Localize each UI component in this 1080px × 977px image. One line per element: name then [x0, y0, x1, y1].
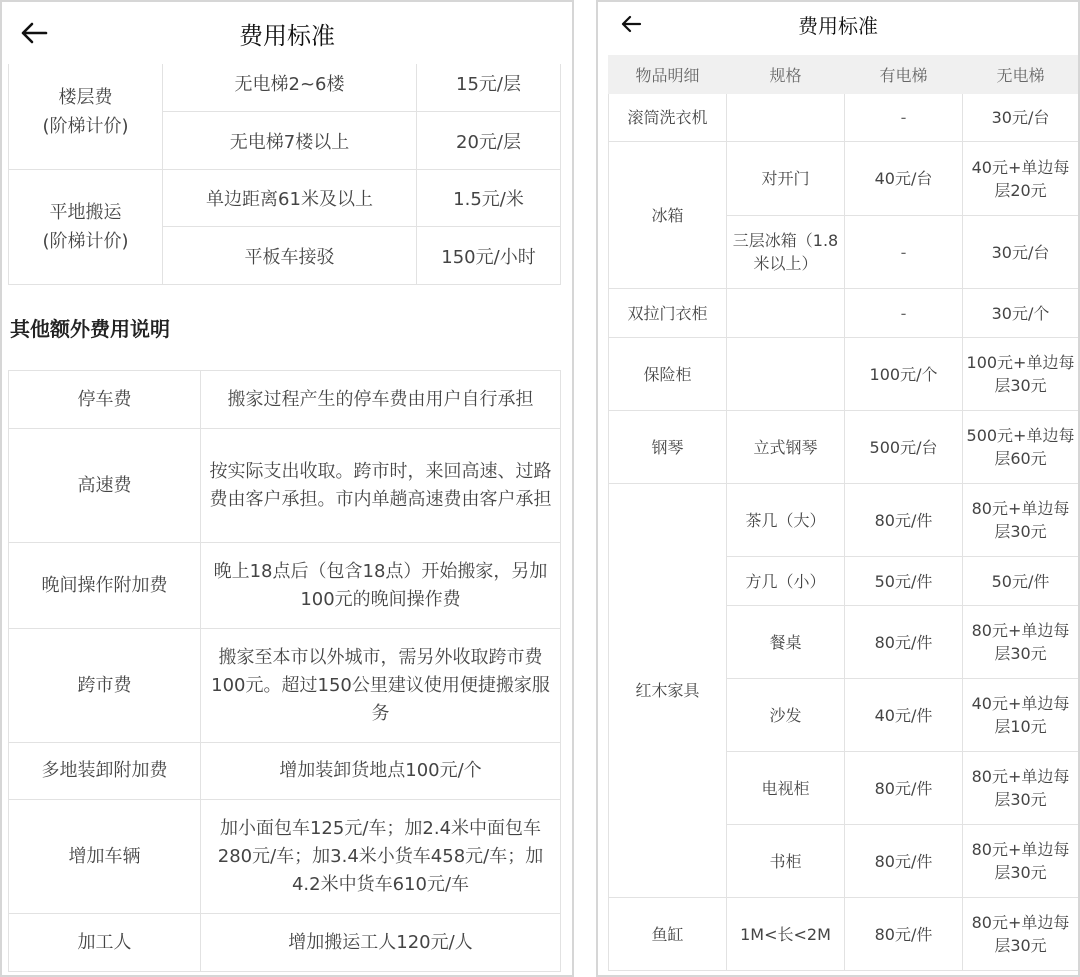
item-name: 滚筒洗衣机	[609, 94, 727, 142]
fee-price: 15元/层	[417, 55, 561, 112]
table-row	[609, 289, 1079, 338]
table-row	[609, 898, 1079, 971]
price-without-elevator: 30元/个	[963, 289, 1079, 338]
fee-price: 20元/层	[417, 112, 561, 170]
item-spec: 电视柜	[727, 752, 845, 825]
table-row	[609, 484, 1079, 557]
back-arrow-icon[interactable]	[620, 15, 642, 33]
fee-description: 晚上18点后（包含18点）开始搬家，另加100元的晚间操作费	[201, 543, 561, 629]
fee-price: 1.5元/米	[417, 170, 561, 227]
item-spec: 立式钢琴	[727, 411, 845, 484]
price-with-elevator: 100元/个	[845, 338, 963, 411]
fee-price: 150元/小时	[417, 227, 561, 285]
price-without-elevator: 30元/台	[963, 216, 1079, 289]
price-without-elevator: 80元+单边每层30元	[963, 825, 1079, 898]
item-spec	[727, 289, 845, 338]
item-spec: 书柜	[727, 825, 845, 898]
right-header	[598, 2, 1078, 46]
item-spec: 1M<长<2M	[727, 898, 845, 971]
table-row	[609, 142, 1079, 216]
table-row	[9, 543, 561, 629]
fee-name: 跨市费	[9, 629, 201, 743]
item-spec: 对开门	[727, 142, 845, 216]
fee-description: 按实际支出收取。跨市时，来回高速、过路费由客户承担。市内单趟高速费由客户承担	[201, 429, 561, 543]
price-without-elevator: 40元+单边每层10元	[963, 679, 1079, 752]
item-spec	[727, 338, 845, 411]
fee-item: 单边距离61米及以上	[163, 170, 417, 227]
price-with-elevator: -	[845, 94, 963, 142]
page-title: 费用标准	[798, 13, 878, 38]
item-spec: 沙发	[727, 679, 845, 752]
price-with-elevator: -	[845, 216, 963, 289]
fee-name: 加工人	[9, 914, 201, 972]
item-name: 鱼缸	[609, 898, 727, 971]
table-row	[9, 170, 561, 227]
fee-item: 无电梯7楼以上	[163, 112, 417, 170]
price-without-elevator: 50元/件	[963, 557, 1079, 606]
fee-description: 加小面包车125元/车；加2.4米中面包车280元/车；加3.4米小货车458元/车；加4.2米中货车610元/车	[201, 800, 561, 914]
fee-description: 搬家至本市以外城市，需另外收取跨市费100元。超过150公里建议使用便捷搬家服务	[201, 629, 561, 743]
price-with-elevator: 80元/件	[845, 752, 963, 825]
fee-description: 增加搬运工人120元/人	[201, 914, 561, 972]
table-row	[9, 429, 561, 543]
price-with-elevator: 50元/件	[845, 557, 963, 606]
table-row	[9, 629, 561, 743]
item-fee-table	[608, 55, 1079, 971]
fee-item: 无电梯2~6楼	[163, 55, 417, 112]
fee-group-label: 楼层费 (阶梯计价)	[9, 55, 163, 170]
column-header: 物品明细	[609, 56, 727, 94]
price-with-elevator: 80元/件	[845, 825, 963, 898]
fee-name: 晚间操作附加费	[9, 543, 201, 629]
section-title: 其他额外费用说明	[10, 317, 170, 341]
item-name: 保险柜	[609, 338, 727, 411]
price-without-elevator: 100元+单边每层30元	[963, 338, 1079, 411]
item-name: 冰箱	[609, 142, 727, 289]
left-header	[2, 2, 572, 64]
price-without-elevator: 80元+单边每层30元	[963, 606, 1079, 679]
fee-description: 增加装卸货地点100元/个	[201, 743, 561, 800]
item-spec: 三层冰箱（1.8米以上）	[727, 216, 845, 289]
item-name: 钢琴	[609, 411, 727, 484]
price-with-elevator: -	[845, 289, 963, 338]
price-without-elevator: 80元+单边每层30元	[963, 898, 1079, 971]
fee-item: 平板车接驳	[163, 227, 417, 285]
fee-name: 多地装卸附加费	[9, 743, 201, 800]
fee-group-label: 平地搬运 (阶梯计价)	[9, 170, 163, 285]
price-without-elevator: 30元/台	[963, 94, 1079, 142]
table-row	[9, 371, 561, 429]
item-spec	[727, 94, 845, 142]
price-without-elevator: 80元+单边每层30元	[963, 752, 1079, 825]
fee-name: 停车费	[9, 371, 201, 429]
item-spec: 餐桌	[727, 606, 845, 679]
fee-description: 搬家过程产生的停车费由用户自行承担	[201, 371, 561, 429]
item-name: 红木家具	[609, 484, 727, 898]
table-row	[609, 411, 1079, 484]
fee-name: 增加车辆	[9, 800, 201, 914]
item-spec: 茶几（大）	[727, 484, 845, 557]
table-row	[9, 743, 561, 800]
price-with-elevator: 40元/件	[845, 679, 963, 752]
back-arrow-icon[interactable]	[20, 22, 48, 44]
table-row	[9, 914, 561, 972]
price-with-elevator: 80元/件	[845, 484, 963, 557]
item-name: 双拉门衣柜	[609, 289, 727, 338]
floor-fee-table	[8, 54, 561, 285]
price-without-elevator: 40元+单边每层20元	[963, 142, 1079, 216]
price-with-elevator: 80元/件	[845, 606, 963, 679]
page-title: 费用标准	[239, 21, 335, 50]
price-with-elevator: 40元/台	[845, 142, 963, 216]
table-header-row	[609, 56, 1079, 94]
price-without-elevator: 80元+单边每层30元	[963, 484, 1079, 557]
column-header: 有电梯	[845, 56, 963, 94]
fee-name: 高速费	[9, 429, 201, 543]
column-header: 规格	[727, 56, 845, 94]
table-row	[609, 94, 1079, 142]
table-row	[9, 800, 561, 914]
table-row	[609, 338, 1079, 411]
right-panel	[596, 0, 1080, 977]
price-with-elevator: 80元/件	[845, 898, 963, 971]
price-without-elevator: 500元+单边每层60元	[963, 411, 1079, 484]
extra-fee-table	[8, 370, 561, 972]
item-spec: 方几（小）	[727, 557, 845, 606]
column-header: 无电梯	[963, 56, 1079, 94]
price-with-elevator: 500元/台	[845, 411, 963, 484]
